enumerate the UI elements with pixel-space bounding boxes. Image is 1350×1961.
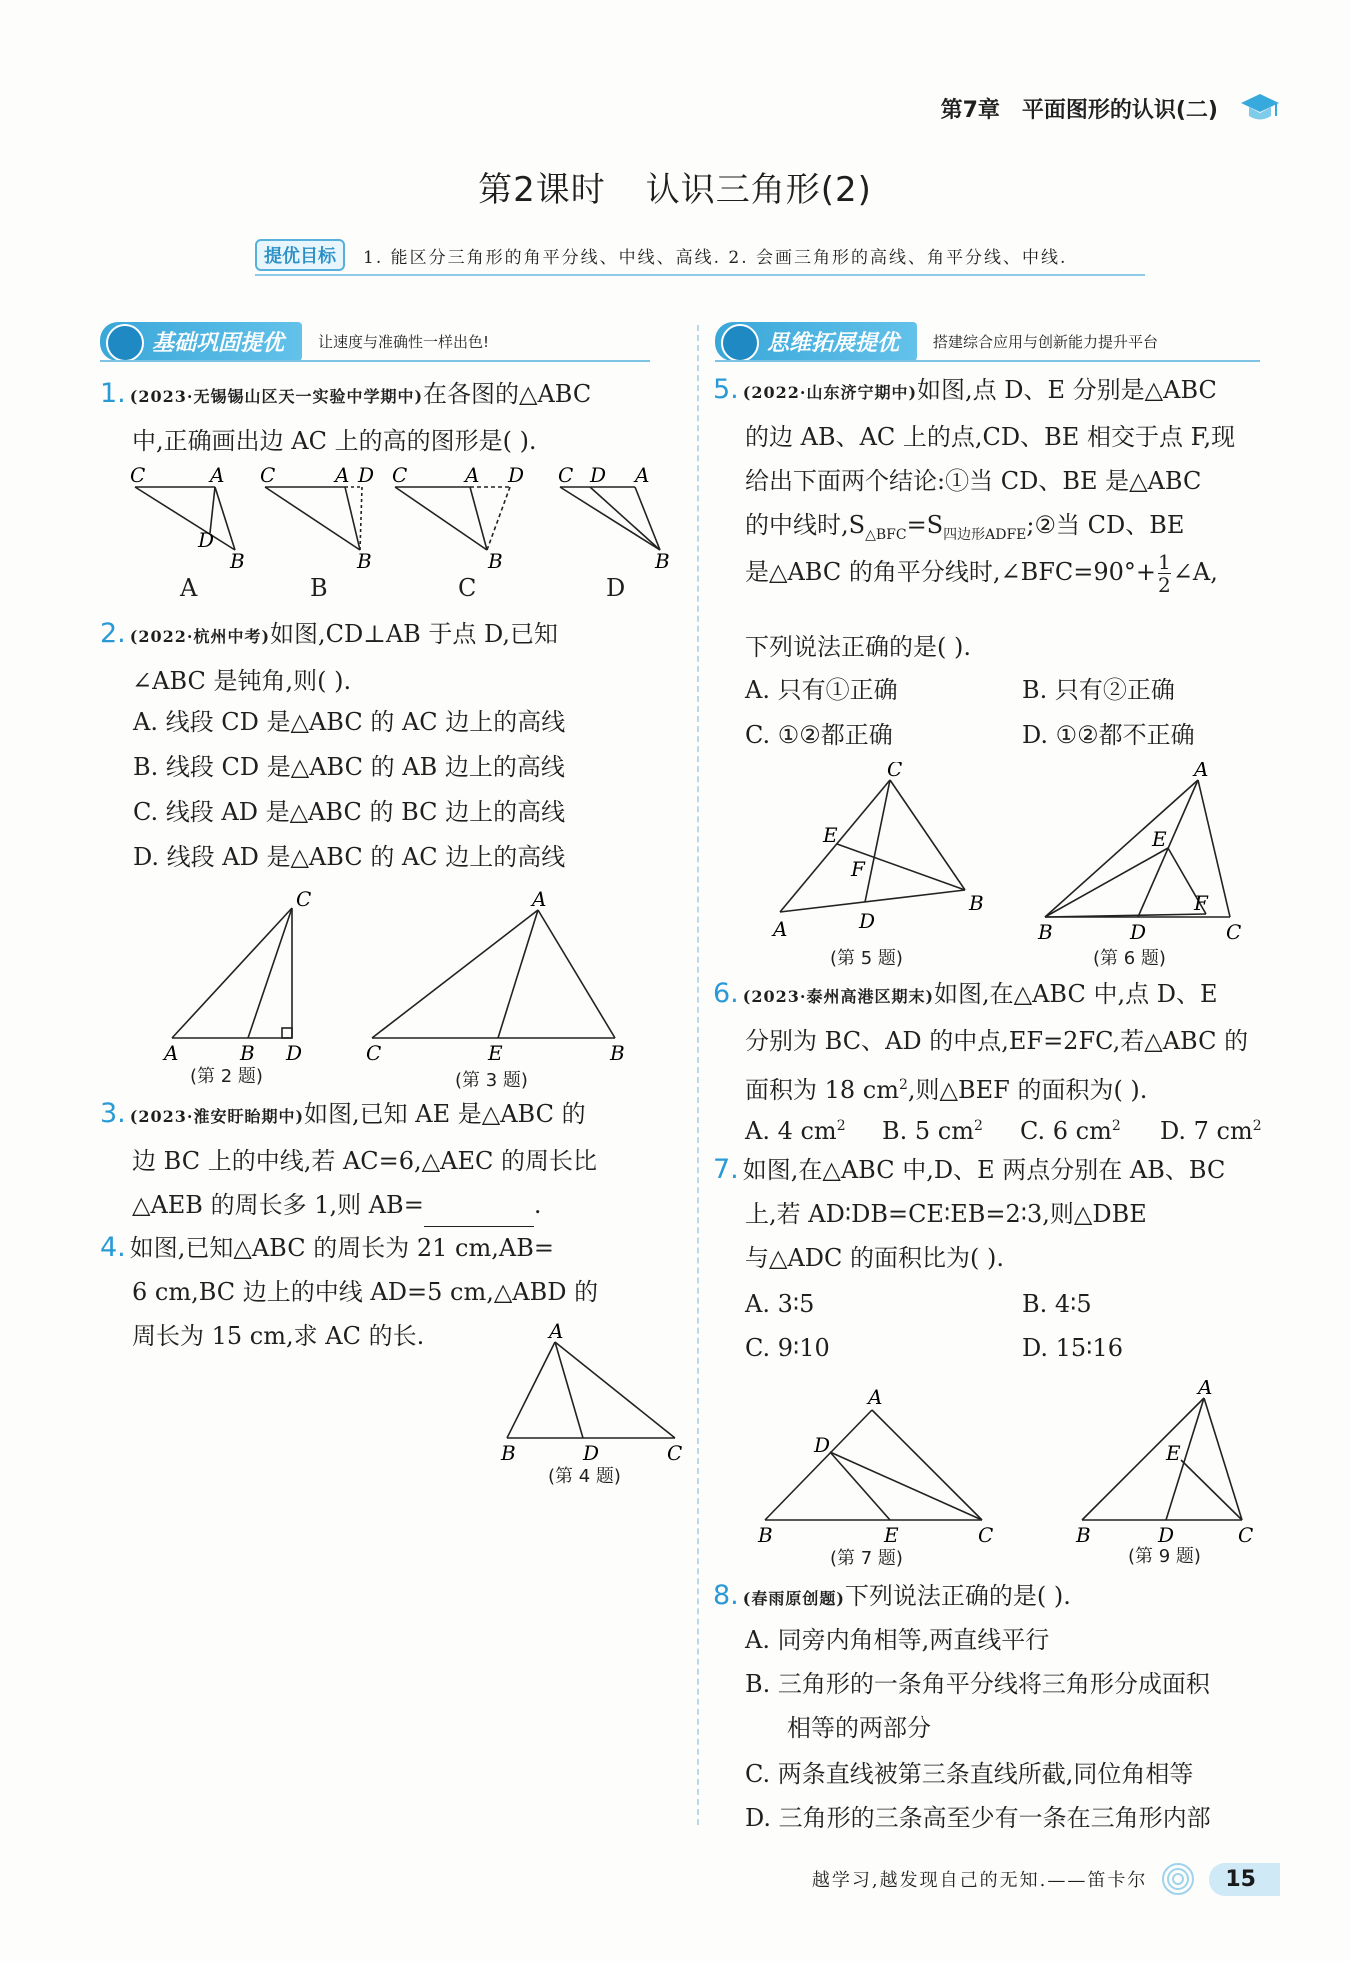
question-text: 如图,在△ABC 中,点 D、E <box>934 980 1218 1008</box>
svg-text:B: B <box>501 1441 516 1465</box>
question-text: 在各图的△ABC <box>423 380 592 408</box>
svg-text:D: D <box>583 1441 600 1465</box>
svg-text:A: A <box>1198 1380 1213 1399</box>
question-text: 上,若 AD∶DB=CE∶EB=2∶3,则△DBE <box>745 1200 1147 1228</box>
footer-quote: 越学习,越发现自己的无知.——笛卡尔 <box>811 1870 1148 1891</box>
svg-text:A: A <box>164 1041 179 1065</box>
chapter-header <box>941 92 1280 124</box>
svg-text:C: C <box>1238 1523 1254 1545</box>
svg-text:B: B <box>488 549 503 572</box>
question-number: 6. <box>713 978 739 1009</box>
fraction: $\frac{1}{2}$ <box>1158 550 1171 597</box>
question-number: 7. <box>713 1154 739 1185</box>
svg-text:A: A <box>465 463 480 487</box>
lesson-title <box>0 162 1350 211</box>
svg-text:B: B <box>1076 1523 1091 1545</box>
svg-text:D: D <box>1158 1523 1175 1545</box>
goal-tag: 提优目标 <box>255 239 345 271</box>
question-text: △AEB 的周长多 1,则 AB= <box>132 1191 424 1219</box>
question-source: (春雨原创题) <box>742 1589 845 1608</box>
svg-text:B: B <box>969 891 984 915</box>
svg-text:E: E <box>884 1523 899 1547</box>
q1-figure-d <box>560 487 660 550</box>
q4-caption: (第 4 题) <box>548 1466 621 1487</box>
left-section-title: 基础巩固提优 <box>100 322 302 361</box>
q2-option-a: A. 线段 CD 是△ABC 的 AC 边上的高线 <box>133 708 566 736</box>
q7-option-d: D. 15∶16 <box>1022 1334 1123 1362</box>
question-1 <box>100 372 690 463</box>
q2-figure <box>160 888 330 1073</box>
q1-label-a: A <box>180 574 198 602</box>
q2-option-d: D. 线段 AD 是△ABC 的 AC 边上的高线 <box>133 843 566 871</box>
svg-text:A: A <box>335 463 350 487</box>
q8-option-b: B. 三角形的一条角平分线将三角形分成面积 <box>745 1670 1210 1698</box>
svg-text:E: E <box>488 1041 503 1065</box>
q4-figure <box>495 1320 690 1470</box>
svg-text:C: C <box>260 463 276 487</box>
question-3: 3. (2023·淮安盱眙期中)如图,已知 AE 是△ABC 的 边 BC 上的中线,若 AC=6,△AEC 的周长比 △AEB 的周长多 1,则 AB= . <box>100 1092 690 1227</box>
svg-text:C: C <box>130 463 146 487</box>
q6-option-b: B. 5 $cm^2$ <box>882 1117 983 1145</box>
q7-figure <box>750 1382 1010 1547</box>
svg-text:D: D <box>358 463 375 487</box>
q8-option-d: D. 三角形的三条高至少有一条在三角形内部 <box>745 1804 1211 1832</box>
q1-figures <box>130 462 680 572</box>
svg-text:C: C <box>366 1041 382 1065</box>
q5-option-c: C. ①②都正确 <box>745 721 893 749</box>
svg-text:B: B <box>357 549 372 572</box>
q5-caption: (第 5 题) <box>830 948 903 969</box>
svg-text:B: B <box>1038 920 1053 942</box>
question-number: 1. <box>100 378 126 409</box>
q2-option-c: C. 线段 AD 是△ABC 的 BC 边上的高线 <box>133 798 566 826</box>
question-text: 的边 AB、AC 上的点,CD、BE 相交于点 F,现 <box>745 423 1236 451</box>
svg-text:A: A <box>532 888 547 911</box>
question-source: (2023·泰州高港区期末) <box>742 987 935 1006</box>
question-text: 分别为 BC、AD 的中点,EF=2FC,若△ABC 的 <box>745 1027 1249 1055</box>
q1-figure-b <box>265 487 362 550</box>
q8-option-b-cont: 相等的两部分 <box>787 1714 931 1742</box>
q1-figure-c <box>395 487 510 550</box>
question-text: 如图,点 D、E 分别是△ABC <box>917 376 1217 404</box>
svg-text:A: A <box>1194 762 1209 781</box>
question-text: 给出下面两个结论:①当 CD、BE 是△ABC <box>745 467 1202 495</box>
q6-option-a: A. 4 $cm^2$ <box>745 1117 846 1145</box>
question-5-line5: 是△ABC 的角平分线时,∠BFC=90°+ $\frac{1}{2}$ ∠A, <box>745 550 1218 597</box>
q5-option-d: D. ①②都不正确 <box>1022 721 1195 749</box>
right-section-subtitle: 搭建综合应用与创新能力提升平台 <box>933 333 1159 351</box>
chapter-title: 平面图形的认识(二) <box>1021 97 1218 123</box>
left-section-header <box>100 322 489 361</box>
svg-text:B: B <box>655 549 670 572</box>
question-number: 4. <box>100 1232 126 1263</box>
question-7 <box>713 1148 1303 1280</box>
svg-text:D: D <box>1130 920 1147 942</box>
question-text: 的中线时$,S_{\triangle BFC}=S_{四边形ADFE};②$当 CD、BE <box>745 511 1185 543</box>
svg-text:D: D <box>859 909 876 933</box>
footer <box>812 1862 1280 1896</box>
q6-figure <box>1030 762 1260 942</box>
q5-option-b: B. 只有②正确 <box>1022 676 1175 704</box>
svg-text:D: D <box>198 528 215 552</box>
svg-text:A: A <box>210 463 225 487</box>
q2-option-b: B. 线段 CD 是△ABC 的 AB 边上的高线 <box>133 753 565 781</box>
atom-icon <box>721 324 759 362</box>
graduation-cap-icon <box>1240 92 1280 124</box>
q6-caption: (第 6 题) <box>1093 948 1166 969</box>
q5-option-a: A. 只有①正确 <box>745 676 898 704</box>
q3-caption: (第 3 题) <box>455 1070 528 1091</box>
question-number: 3. <box>100 1098 126 1129</box>
lesson-topic: 认识三角形(2) <box>645 170 872 210</box>
question-text: ∠ABC 是钝角,则( ). <box>132 667 352 695</box>
question-text: 中,正确画出边 AC 上的高的图形是( ). <box>132 427 537 455</box>
q1-label-d: D <box>606 574 626 602</box>
svg-text:D: D <box>814 1433 831 1457</box>
question-6 <box>713 972 1303 1112</box>
svg-text:F: F <box>1194 891 1208 915</box>
q7-option-b: B. 4∶5 <box>1022 1290 1092 1318</box>
right-section-title: 思维拓展提优 <box>715 322 917 361</box>
svg-text:C: C <box>392 463 408 487</box>
answer-blank[interactable] <box>424 1198 534 1227</box>
question-text: 下列说法正确的是( ). <box>745 633 971 661</box>
q6-option-c: C. 6 $cm^2$ <box>1020 1117 1121 1145</box>
question-text: 6 cm,BC 边上的中线 AD=5 cm,△ABD 的 <box>132 1278 599 1306</box>
q7-option-a: A. 3∶5 <box>745 1290 815 1318</box>
goal-text: 1. 能区分三角形的角平分线、中线、高线. 2. 会画三角形的高线、角平分线、中线. <box>363 247 1068 268</box>
q8-option-a: A. 同旁内角相等,两直线平行 <box>745 1626 1050 1654</box>
svg-text:A: A <box>773 917 788 941</box>
lesson-number: 第2课时 <box>478 170 606 210</box>
q9-caption: (第 9 题) <box>1128 1546 1201 1567</box>
question-text: 如图,在△ABC 中,D、E 两点分别在 AB、BC <box>742 1156 1226 1184</box>
question-text: 如图,已知 AE 是△ABC 的 <box>304 1100 586 1128</box>
q8-option-c: C. 两条直线被第三条直线所截,同位角相等 <box>745 1760 1194 1788</box>
svg-text:D: D <box>508 463 525 487</box>
svg-text:A: A <box>635 463 650 487</box>
svg-text:A: A <box>868 1385 883 1409</box>
question-text: 面积为 18 $cm^2$,则△BEF 的面积为( ). <box>745 1076 1148 1104</box>
page-number: 15 <box>1209 1863 1280 1896</box>
svg-text:B: B <box>240 1041 255 1065</box>
svg-text:D: D <box>286 1041 303 1065</box>
question-text: 与△ADC 的面积比为( ). <box>745 1244 1005 1272</box>
question-source: (2023·淮安盱眙期中) <box>129 1107 305 1126</box>
svg-text:C: C <box>558 463 574 487</box>
question-text: 周长为 15 cm,求 AC 的长. <box>132 1322 425 1350</box>
q1-figure-a <box>135 487 235 550</box>
q1-label-b: B <box>310 574 328 602</box>
q2-caption: (第 2 题) <box>190 1066 263 1087</box>
svg-text:B: B <box>758 1523 773 1547</box>
question-text: 下列说法正确的是( ). <box>844 1582 1071 1610</box>
svg-text:C: C <box>978 1523 994 1547</box>
svg-text:A: A <box>549 1320 564 1343</box>
spiral-icon <box>1161 1862 1195 1896</box>
q9-figure <box>1070 1380 1270 1545</box>
left-section-underline <box>100 360 650 362</box>
question-text: 边 BC 上的中线,若 AC=6,△AEC 的周长比 <box>132 1147 597 1175</box>
question-number: 8. <box>713 1580 739 1611</box>
q1-label-c: C <box>458 574 477 602</box>
svg-text:B: B <box>230 549 245 572</box>
question-5 <box>713 368 1303 557</box>
svg-text:D: D <box>590 463 607 487</box>
svg-text:C: C <box>667 1441 683 1465</box>
question-number: 5. <box>713 374 739 405</box>
column-divider <box>697 325 699 1825</box>
question-text: 如图,已知△ABC 的周长为 21 cm,AB= <box>129 1234 554 1262</box>
left-section-subtitle: 让速度与准确性一样出色! <box>318 333 490 351</box>
right-section-underline <box>715 360 1260 362</box>
q6-option-d: D. 7 $cm^2$ <box>1160 1117 1262 1145</box>
svg-text:C: C <box>887 762 903 781</box>
question-source: (2022·杭州中考) <box>129 627 271 646</box>
q7-caption: (第 7 题) <box>830 1548 903 1569</box>
svg-text:F: F <box>851 857 865 881</box>
question-source: (2023·无锡锡山区天一实验中学期中) <box>129 387 424 406</box>
svg-text:E: E <box>1152 827 1167 851</box>
question-source: (2022·山东济宁期中) <box>742 383 918 402</box>
svg-text:C: C <box>1226 920 1242 942</box>
goal-bar <box>255 236 1145 276</box>
question-2 <box>100 612 690 703</box>
q7-option-c: C. 9∶10 <box>745 1334 830 1362</box>
question-8 <box>713 1574 1303 1621</box>
svg-text:C: C <box>296 888 312 911</box>
chapter-number: 第7章 <box>940 97 1000 123</box>
svg-text:E: E <box>823 823 838 847</box>
svg-text:E: E <box>1166 1441 1181 1465</box>
question-number: 2. <box>100 618 126 649</box>
target-icon <box>106 324 144 362</box>
q3-figure <box>360 888 640 1073</box>
svg-text:B: B <box>610 1041 625 1065</box>
right-section-header <box>715 322 1158 361</box>
q5-figure <box>765 762 995 942</box>
question-text: 如图,CD⊥AB 于点 D,已知 <box>270 620 559 648</box>
